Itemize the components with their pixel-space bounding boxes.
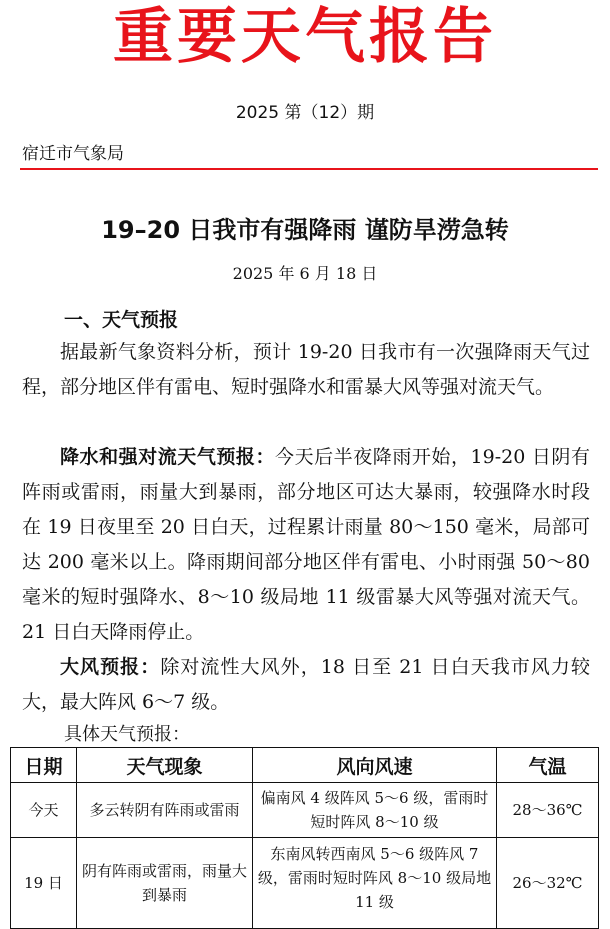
header-date: 日期 — [11, 748, 77, 783]
report-headline: 19–20 日我市有强降雨 谨防旱涝急转 — [101, 216, 509, 244]
table-header-row — [11, 748, 599, 783]
table-row — [11, 783, 599, 838]
wind-lead: 大风预报： — [60, 656, 161, 678]
row-temp: 28～36℃ — [497, 783, 599, 838]
row-wind: 东南风转西南风 5～6 级阵风 7 级，雷雨时短时阵风 8～10 级局地 11 级 — [253, 838, 497, 929]
red-divider — [20, 168, 598, 170]
row-date: 今天 — [11, 783, 77, 838]
precipitation-body: 今天后半夜降雨开始，19-20 日阴有阵雨或雷雨，雨量大到暴雨，部分地区可达大暴雨，较强降水时段在 19 日夜里至 20 日白天，过程累计雨量 80～150 毫米，局部可达 200 毫米以上。降雨期间部分地区伴有雷电、小时雨强 50～80 毫米的短时强降水、8～10 级局地 11 级雷暴大风等强对流天气。21 日白天降雨停止。 — [22, 446, 590, 643]
header-wind: 风向风速 — [253, 748, 497, 783]
header-weather: 天气现象 — [77, 748, 253, 783]
precipitation-lead: 降水和强对流天气预报： — [60, 446, 276, 468]
row-temp: 26～32℃ — [497, 838, 599, 929]
precipitation-paragraph — [22, 440, 590, 650]
row-weather: 多云转阴有阵雨或雷雨 — [77, 783, 253, 838]
table-caption: 具体天气预报： — [64, 724, 190, 745]
row-date: 19 日 — [11, 838, 77, 929]
row-wind: 偏南风 4 级阵风 5～6 级，雷雨时短时阵风 8～10 级 — [253, 783, 497, 838]
wind-body: 除对流性大风外，18 日至 21 日白天我市风力较大，最大阵风 6～7 级。 — [22, 656, 590, 713]
issuing-agency: 宿迁市气象局 — [22, 144, 124, 164]
header-temp: 气温 — [497, 748, 599, 783]
report-masthead: 重要天气报告 — [113, 2, 497, 72]
section-title: 一、天气预报 — [64, 309, 179, 331]
forecast-table — [10, 747, 599, 929]
wind-paragraph — [22, 650, 590, 720]
row-weather: 阴有阵雨或雷雨，雨量大到暴雨 — [77, 838, 253, 929]
overview-paragraph: 据最新气象资料分析，预计 19-20 日我市有一次强降雨天气过程，部分地区伴有雷电、短时强降水和雷暴大风等强对流天气。 — [22, 341, 590, 398]
issue-number: 2025 第（12）期 — [235, 103, 375, 123]
table-row — [11, 838, 599, 929]
report-date: 2025 年 6 月 18 日 — [232, 264, 378, 283]
